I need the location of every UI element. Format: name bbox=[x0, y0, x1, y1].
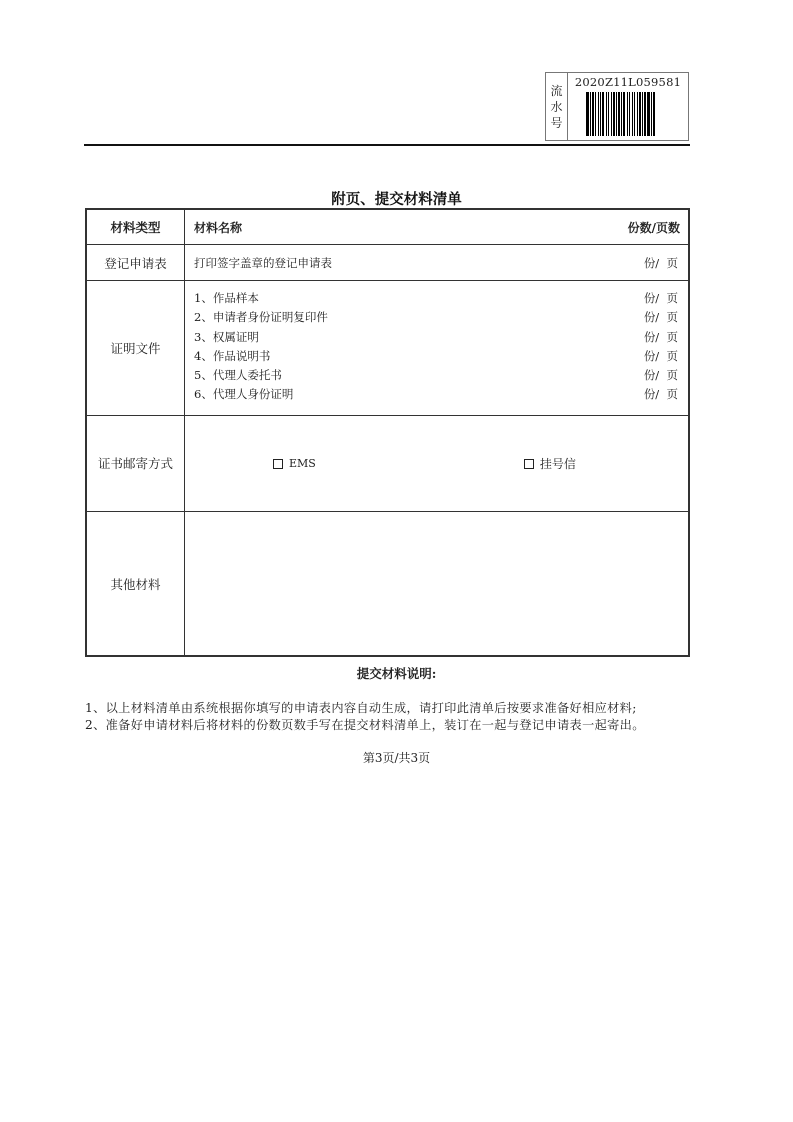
row-type: 其他材料 bbox=[86, 511, 185, 656]
barcode-icon bbox=[586, 92, 670, 136]
item-qty[interactable]: 份/ 页 bbox=[643, 387, 678, 402]
header-rule bbox=[84, 144, 690, 146]
serial-label-char: 水 bbox=[550, 99, 563, 114]
item-qty[interactable]: 份/ 页 bbox=[643, 348, 678, 363]
item-name: 4、作品说明书 bbox=[194, 348, 271, 363]
header-name: 材料名称 bbox=[194, 220, 243, 235]
list-item bbox=[185, 347, 688, 366]
serial-number: 2020Z11L059581 bbox=[574, 75, 682, 89]
serial-label-char: 号 bbox=[550, 115, 563, 130]
checkbox-ems[interactable] bbox=[273, 459, 283, 469]
row-type: 证书邮寄方式 bbox=[86, 415, 185, 511]
note-line: 1、以上材料清单由系统根据你填写的申请表内容自动生成，请打印此清单后按要求准备好相应材料; bbox=[85, 701, 637, 715]
item-name: 1、作品样本 bbox=[194, 291, 259, 305]
item-qty[interactable]: 份/ 页 bbox=[643, 255, 678, 270]
table-row-proof bbox=[86, 281, 689, 416]
item-name: 6、代理人身份证明 bbox=[194, 387, 294, 402]
row-type: 登记申请表 bbox=[86, 245, 185, 281]
item-name: 5、代理人委托书 bbox=[194, 368, 282, 383]
checkbox-registered-mail[interactable] bbox=[524, 459, 534, 469]
mail-option-ems[interactable] bbox=[273, 457, 316, 470]
header-type: 材料类型 bbox=[86, 209, 185, 245]
serial-label bbox=[546, 73, 568, 140]
table-row-mailing bbox=[86, 415, 689, 511]
note-line: 2、准备好申请材料后将材料的份数页数手写在提交材料清单上，装订在一起与登记申请表一起寄出。 bbox=[85, 718, 645, 732]
serial-label-char: 流 bbox=[550, 83, 563, 98]
list-item bbox=[185, 366, 688, 385]
item-qty[interactable]: 份/ 页 bbox=[643, 310, 678, 325]
mail-option-registered[interactable] bbox=[524, 455, 576, 472]
page-title: 附页、提交材料清单 bbox=[331, 191, 462, 208]
list-item bbox=[185, 289, 688, 308]
list-item bbox=[185, 308, 688, 327]
list-item bbox=[185, 255, 688, 271]
list-item bbox=[185, 328, 688, 347]
item-name: 3、权属证明 bbox=[194, 329, 259, 344]
item-name: 2、申请者身份证明复印件 bbox=[194, 310, 328, 325]
row-type: 证明文件 bbox=[86, 281, 185, 416]
notes-title: 提交材料说明: bbox=[356, 666, 437, 681]
table-header-row bbox=[86, 209, 689, 245]
item-qty[interactable]: 份/ 页 bbox=[643, 368, 678, 383]
other-materials-field[interactable] bbox=[185, 511, 690, 656]
page-number: 第3页/共3页 bbox=[362, 751, 431, 765]
header-qty: 份数/页数 bbox=[627, 220, 680, 235]
materials-table bbox=[85, 208, 690, 657]
list-item bbox=[185, 385, 688, 404]
item-qty[interactable]: 份/ 页 bbox=[643, 329, 678, 344]
mail-option-label: EMS bbox=[289, 456, 316, 470]
table-row-other bbox=[86, 511, 689, 656]
table-row-registration bbox=[86, 245, 689, 281]
serial-number-box bbox=[545, 72, 689, 141]
item-name: 打印签字盖章的登记申请表 bbox=[194, 255, 332, 270]
mail-option-label: 挂号信 bbox=[539, 456, 576, 471]
item-qty[interactable]: 份/ 页 bbox=[643, 291, 678, 305]
